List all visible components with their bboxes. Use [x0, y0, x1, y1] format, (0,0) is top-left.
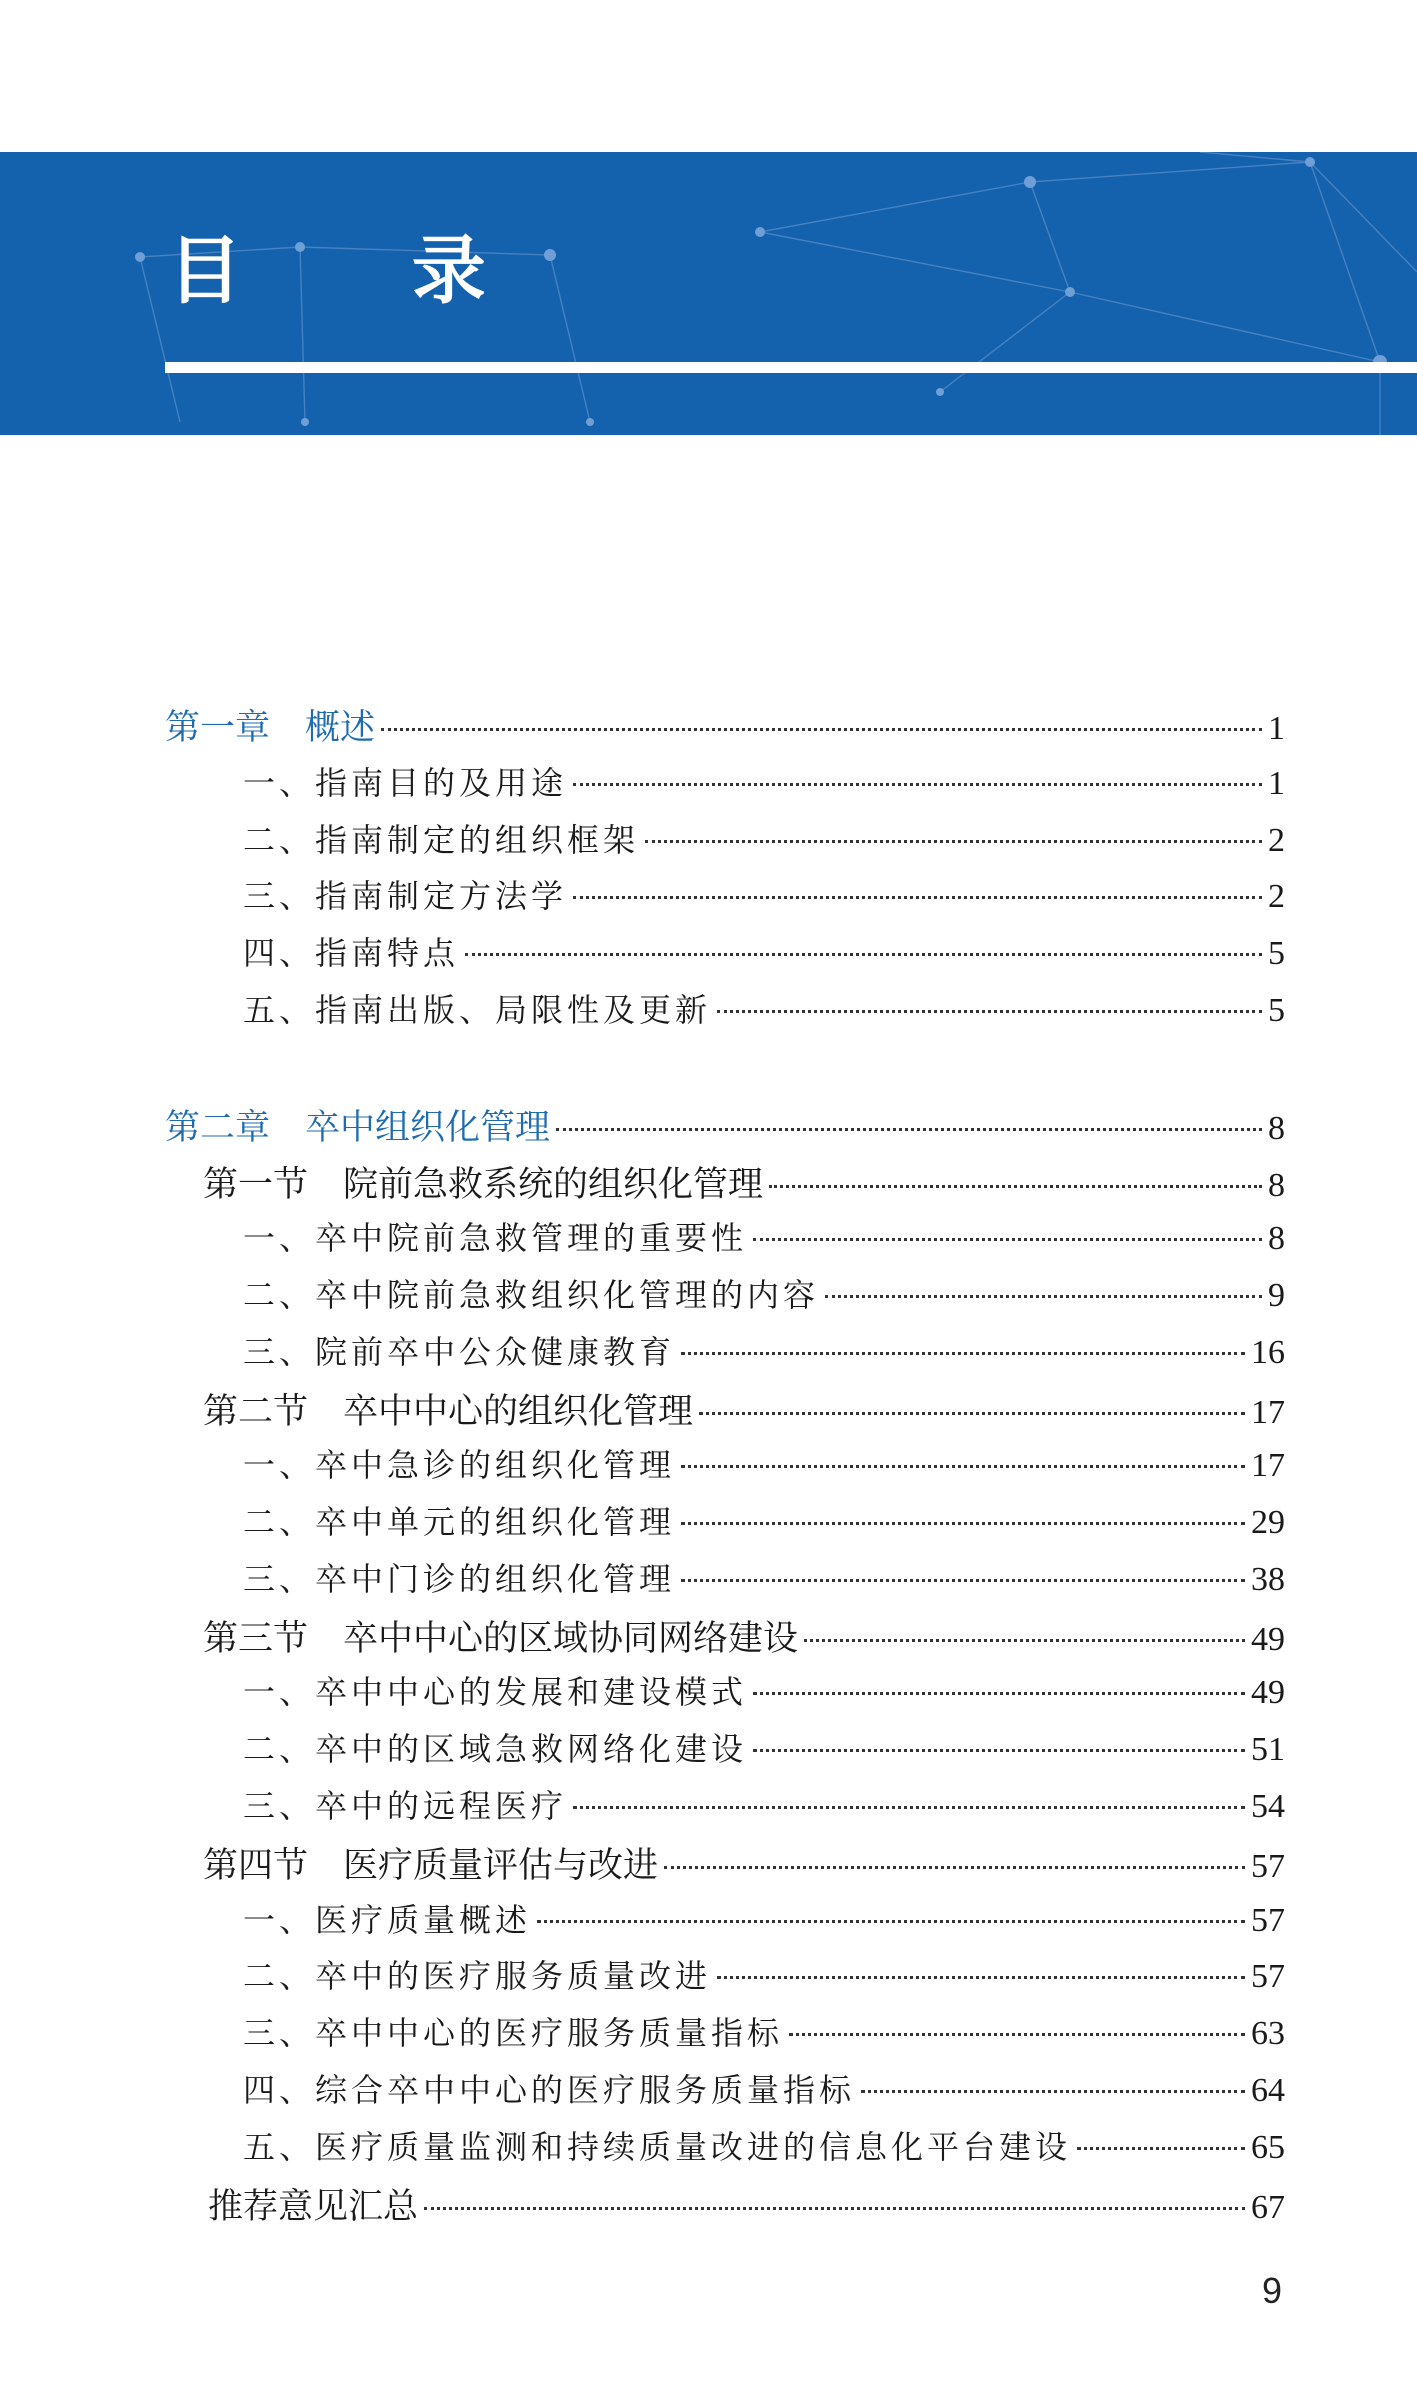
dot-leader: [825, 1295, 1262, 1298]
dot-leader: [681, 1579, 1245, 1582]
toc-entry-page: 17: [1251, 1447, 1285, 1484]
toc-entry-section: [203, 1611, 1285, 1657]
page-number: 9: [1262, 2270, 1283, 2311]
toc-entry-title: 第二章 卒中组织化管理: [165, 1108, 551, 1148]
dot-leader: [381, 728, 1262, 731]
toc-entry-page: 2: [1268, 822, 1285, 859]
toc-entry-item: [243, 2008, 1285, 2054]
toc-entry-page: 1: [1268, 765, 1285, 802]
toc-entry-page: 51: [1251, 1731, 1285, 1768]
toc-entry-page: 67: [1251, 2189, 1285, 2226]
toc-entry-title: 四、综合卒中中心的医疗服务质量指标: [243, 2071, 856, 2109]
toc-entry-page: 57: [1251, 1902, 1285, 1939]
dot-leader: [664, 1866, 1245, 1869]
toc-entry-title: 一、卒中急诊的组织化管理: [243, 1446, 676, 1484]
toc-entry-item: [243, 1781, 1285, 1827]
toc-entry-item: [243, 1554, 1285, 1600]
toc-entry-page: 63: [1251, 2015, 1285, 2052]
dot-leader: [645, 840, 1262, 843]
dot-leader: [804, 1639, 1245, 1642]
title-underline: [165, 362, 1417, 373]
toc-entry-title: 三、卒中的远程医疗: [243, 1787, 568, 1825]
toc-entry-page: 17: [1251, 1394, 1285, 1431]
toc-entry-item: [243, 985, 1285, 1031]
toc-entry-section: [203, 1157, 1285, 1203]
toc-entry-title: 二、卒中院前急救组织化管理的内容: [243, 1276, 820, 1314]
toc-entry-section: [208, 2179, 1285, 2225]
toc-entry-page: 57: [1251, 1958, 1285, 1995]
toc-entry-page: 8: [1268, 1167, 1285, 1204]
toc-entry-title: 一、卒中中心的发展和建设模式: [243, 1673, 748, 1711]
toc-entry-item: [243, 1213, 1285, 1259]
toc-entry-title: 第一章 概述: [165, 708, 376, 748]
toc-entry-title: 一、医疗质量概述: [243, 1901, 532, 1939]
toc-entry-item: [243, 871, 1285, 917]
toc-entry-page: 64: [1251, 2072, 1285, 2109]
dot-leader: [424, 2207, 1245, 2210]
toc-entry-page: 2: [1268, 878, 1285, 915]
dot-leader: [699, 1412, 1245, 1415]
dot-leader: [681, 1465, 1245, 1468]
toc-entry-item: [243, 1724, 1285, 1770]
header-banner: [0, 152, 1417, 435]
toc-entry-item: [243, 1667, 1285, 1713]
dot-leader: [556, 1128, 1262, 1131]
toc-entry-title: 四、指南特点: [243, 934, 460, 972]
dot-leader: [1077, 2147, 1245, 2150]
dot-leader: [681, 1522, 1245, 1525]
toc-entry-page: 9: [1268, 1277, 1285, 1314]
page-title: 目 录: [168, 228, 558, 314]
toc-entry-page: 16: [1251, 1334, 1285, 1371]
dot-leader: [573, 896, 1262, 899]
toc-entry-page: 38: [1251, 1561, 1285, 1598]
toc-entry-title: 第一节 院前急救系统的组织化管理: [203, 1165, 764, 1205]
toc-entry-title: 五、指南出版、局限性及更新: [243, 991, 712, 1029]
toc-entry-page: 29: [1251, 1504, 1285, 1541]
toc-entry-item: [243, 1497, 1285, 1543]
toc-entry-item: [243, 758, 1285, 804]
toc-entry-item: [243, 2122, 1285, 2168]
toc-entry-title: 一、指南目的及用途: [243, 764, 568, 802]
toc-entry-item: [243, 1951, 1285, 1997]
toc-entry-page: 5: [1268, 992, 1285, 1029]
toc-entry-title: 三、指南制定方法学: [243, 877, 568, 915]
dot-leader: [465, 953, 1262, 956]
toc-entry-page: 1: [1268, 710, 1285, 747]
toc-entry-page: 8: [1268, 1220, 1285, 1257]
toc-entry-title: 三、卒中门诊的组织化管理: [243, 1560, 676, 1598]
toc-entry-page: 5: [1268, 935, 1285, 972]
toc-entry-chapter: [165, 1100, 1285, 1146]
dot-leader: [573, 1806, 1245, 1809]
toc-entry-item: [243, 815, 1285, 861]
toc-entry-item: [243, 1270, 1285, 1316]
toc-entry-page: 49: [1251, 1621, 1285, 1658]
dot-leader: [537, 1920, 1245, 1923]
dot-leader: [753, 1238, 1262, 1241]
toc-entry-title: 二、指南制定的组织框架: [243, 821, 640, 859]
toc-entry-title: 一、卒中院前急救管理的重要性: [243, 1219, 748, 1257]
toc-entry-item: [243, 928, 1285, 974]
dot-leader: [573, 783, 1262, 786]
toc-entry-title: 第四节 医疗质量评估与改进: [203, 1846, 659, 1886]
dot-leader: [753, 1749, 1245, 1752]
toc-entry-title: 二、卒中单元的组织化管理: [243, 1503, 676, 1541]
toc-entry-section: [203, 1384, 1285, 1430]
dot-leader: [789, 2033, 1245, 2036]
toc-entry-title: 第三节 卒中中心的区域协同网络建设: [203, 1619, 799, 1659]
toc-entry-section: [203, 1838, 1285, 1884]
toc-entry-page: 49: [1251, 1674, 1285, 1711]
toc-entry-item: [243, 1895, 1285, 1941]
toc-entry-chapter: [165, 700, 1285, 746]
toc-entry-item: [243, 1327, 1285, 1373]
toc-entry-page: 65: [1251, 2129, 1285, 2166]
toc-entry-title: 推荐意见汇总: [208, 2187, 419, 2227]
toc-entry-title: 三、院前卒中公众健康教育: [243, 1333, 676, 1371]
toc-entry-title: 五、医疗质量监测和持续质量改进的信息化平台建设: [243, 2128, 1072, 2166]
toc-entry-title: 二、卒中的医疗服务质量改进: [243, 1957, 712, 1995]
toc-entry-title: 二、卒中的区域急救网络化建设: [243, 1730, 748, 1768]
dot-leader: [753, 1692, 1245, 1695]
dot-leader: [769, 1185, 1262, 1188]
toc-entry-title: 第二节 卒中中心的组织化管理: [203, 1392, 694, 1432]
toc-entry-item: [243, 1440, 1285, 1486]
dot-leader: [681, 1352, 1245, 1355]
dot-leader: [717, 1976, 1245, 1979]
toc-entry-page: 8: [1268, 1110, 1285, 1147]
toc-entry-title: 三、卒中中心的医疗服务质量指标: [243, 2014, 784, 2052]
toc-entry-item: [243, 2065, 1285, 2111]
toc-entry-page: 54: [1251, 1788, 1285, 1825]
dot-leader: [717, 1010, 1262, 1013]
dot-leader: [861, 2090, 1245, 2093]
toc-entry-page: 57: [1251, 1848, 1285, 1885]
